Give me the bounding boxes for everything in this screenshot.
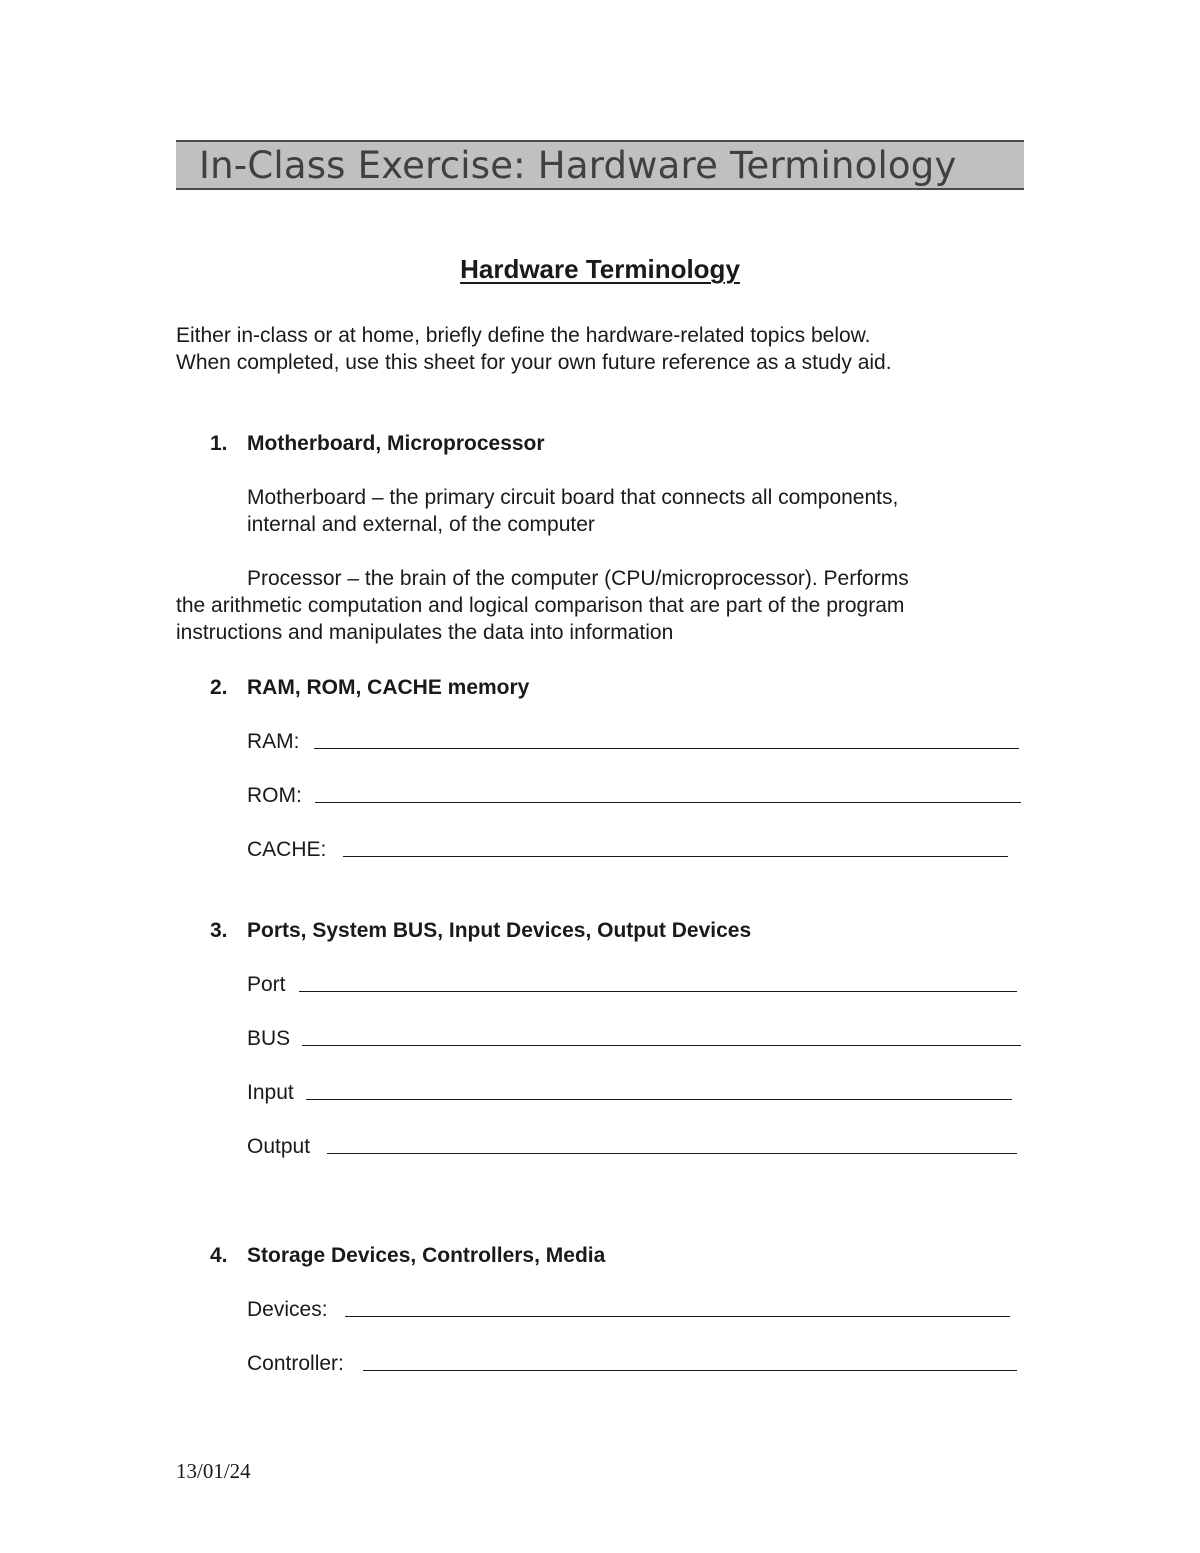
section-heading: Hardware Terminology bbox=[460, 254, 740, 284]
devices-field[interactable] bbox=[247, 1296, 1010, 1323]
controller-field[interactable] bbox=[247, 1350, 1017, 1377]
controller-blank-line[interactable] bbox=[363, 1370, 1017, 1371]
section-1-number: 1. bbox=[210, 432, 228, 455]
rom-field[interactable] bbox=[247, 782, 1021, 809]
output-blank-line[interactable] bbox=[327, 1153, 1017, 1154]
input-label: Input bbox=[247, 1081, 294, 1104]
section-1-title: Motherboard, Microprocessor bbox=[247, 432, 545, 455]
document-title: In-Class Exercise: Hardware Terminology bbox=[199, 144, 957, 187]
bus-blank-line[interactable] bbox=[302, 1045, 1021, 1046]
cache-field[interactable] bbox=[247, 836, 1008, 863]
section-3-number: 3. bbox=[210, 919, 228, 942]
section-4-number: 4. bbox=[210, 1244, 228, 1267]
cache-label: CACHE: bbox=[247, 838, 327, 861]
intro-line-2: When completed, use this sheet for your own future reference as a study aid. bbox=[176, 351, 892, 374]
section-4-title: Storage Devices, Controllers, Media bbox=[247, 1244, 606, 1267]
section-3-title: Ports, System BUS, Input Devices, Output Devices bbox=[247, 919, 752, 942]
devices-label: Devices: bbox=[247, 1298, 328, 1321]
intro-line-1: Either in-class or at home, briefly define the hardware-related topics below. bbox=[176, 324, 871, 347]
output-label: Output bbox=[247, 1135, 311, 1158]
output-field[interactable] bbox=[247, 1133, 1017, 1160]
input-field[interactable] bbox=[247, 1079, 1012, 1106]
ram-blank-line[interactable] bbox=[314, 748, 1019, 749]
port-field[interactable] bbox=[247, 971, 1017, 998]
motherboard-definition-line-2: internal and external, of the computer bbox=[247, 513, 595, 536]
cache-blank-line[interactable] bbox=[343, 856, 1008, 857]
motherboard-definition-line-1: Motherboard – the primary circuit board that connects all components, bbox=[247, 486, 899, 509]
processor-definition-line-3: instructions and manipulates the data into information bbox=[176, 621, 674, 644]
devices-blank-line[interactable] bbox=[345, 1316, 1010, 1317]
processor-definition-line-1: Processor – the brain of the computer (CPU/microprocessor). Performs bbox=[247, 567, 909, 590]
rom-blank-line[interactable] bbox=[315, 802, 1021, 803]
port-blank-line[interactable] bbox=[299, 991, 1017, 992]
port-label: Port bbox=[247, 973, 286, 996]
title-banner bbox=[176, 140, 1024, 190]
ram-label: RAM: bbox=[247, 730, 300, 753]
footer-date: 13/01/24 bbox=[176, 1459, 251, 1483]
input-blank-line[interactable] bbox=[306, 1099, 1012, 1100]
section-2-number: 2. bbox=[210, 676, 228, 699]
section-2-title: RAM, ROM, CACHE memory bbox=[247, 676, 530, 699]
controller-label: Controller: bbox=[247, 1352, 344, 1375]
rom-label: ROM: bbox=[247, 784, 302, 807]
ram-field[interactable] bbox=[247, 728, 1019, 755]
bus-field[interactable] bbox=[247, 1025, 1021, 1052]
processor-definition-line-2: the arithmetic computation and logical comparison that are part of the program bbox=[176, 594, 905, 617]
bus-label: BUS bbox=[247, 1027, 291, 1050]
